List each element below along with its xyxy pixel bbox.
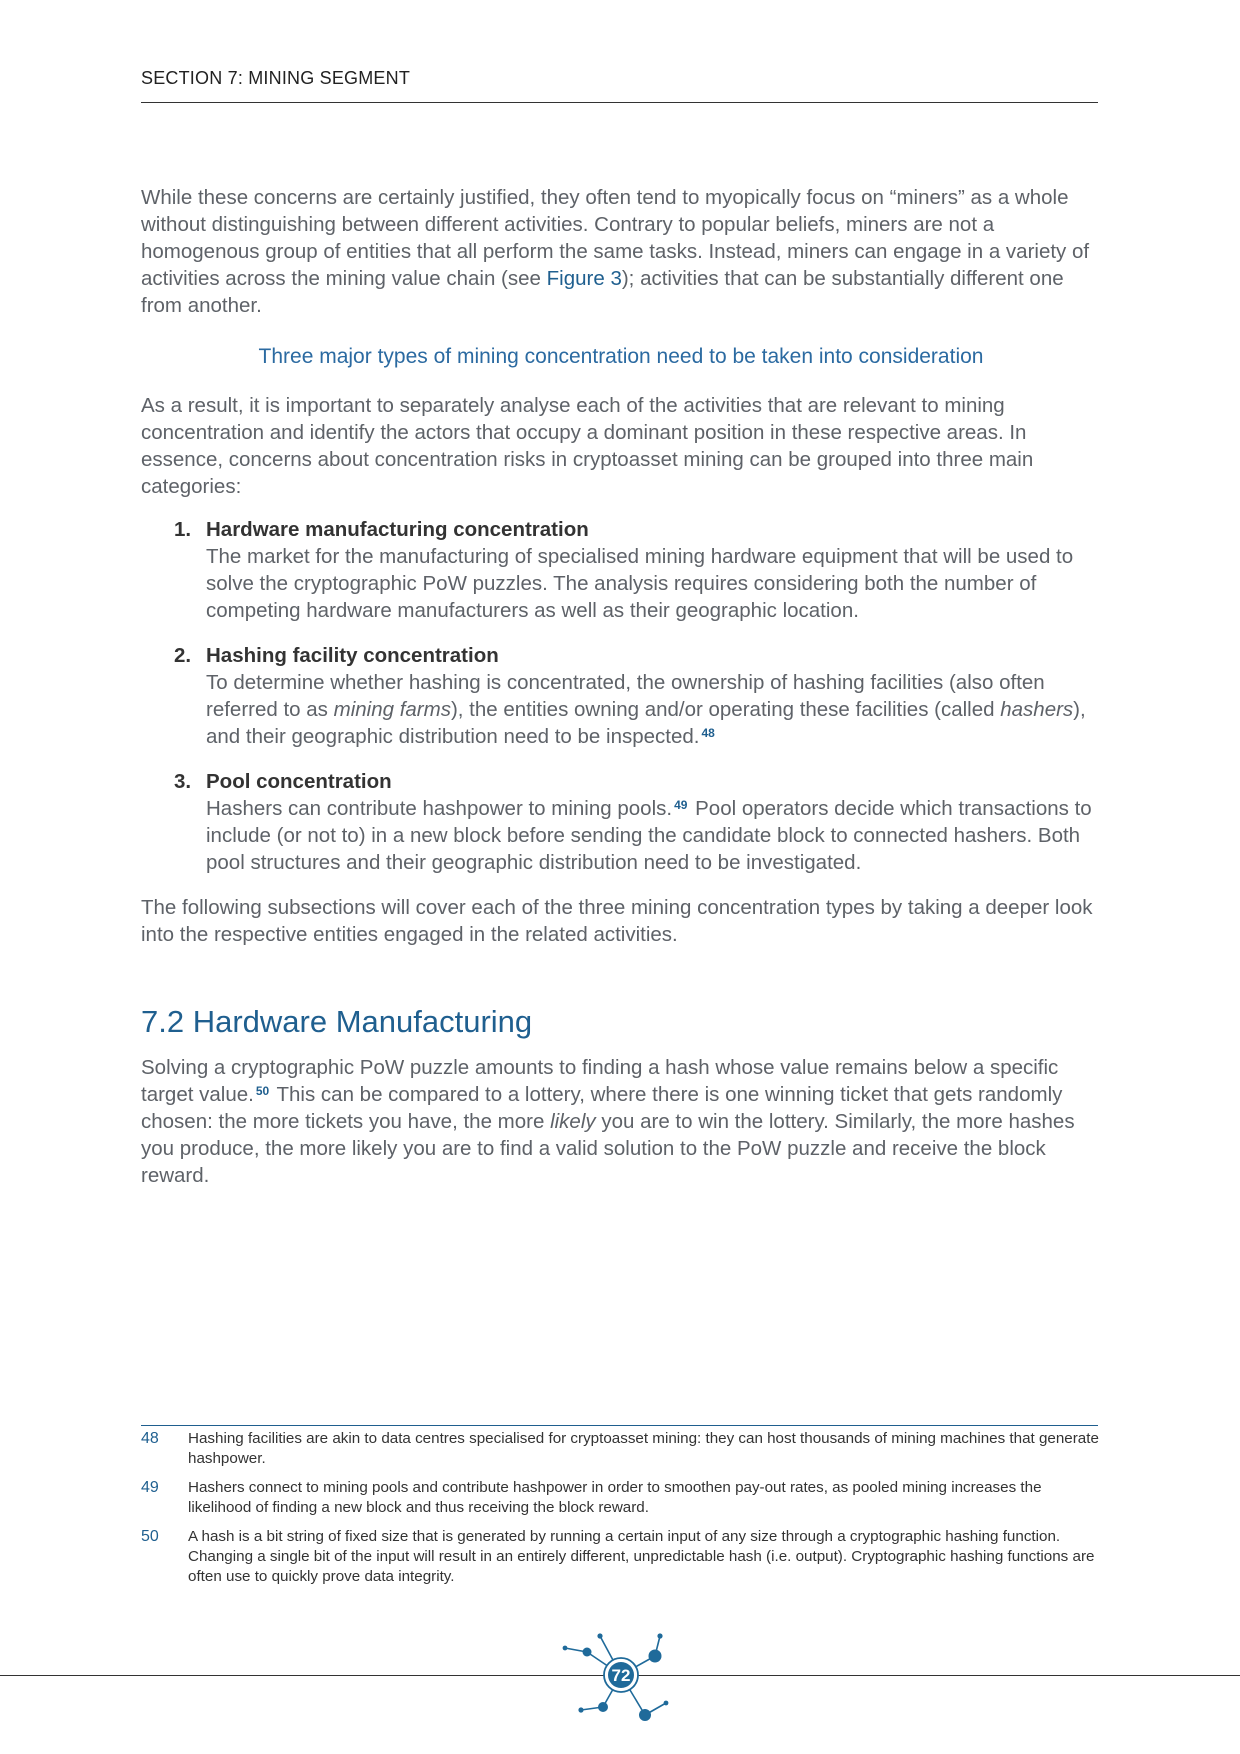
figure-3-link[interactable]: Figure 3 [546,267,622,290]
footnote-divider [141,1425,1098,1426]
text-segment: Hashers can contribute hashpower to mining pools. [206,797,673,820]
footnote-ref-48[interactable]: 48 [701,726,715,740]
intro-text-b: ); activities that can be substantially different one from another. [141,267,1064,317]
footnote-number: 49 [141,1479,159,1496]
hardware-paragraph [141,1054,1101,1189]
list-item-text: The market for the manufacturing of specialised mining hardware equipment that will be used to solve the cryptographic PoW puzzles. The analysis requires considering both the number of competing hardware manufacturers as well as their geographic location. [206,545,1074,622]
text-segment: ), and their geographic distribution need to be inspected. [206,698,1086,748]
footnote-text: A hash is a bit string of fixed size that is generated by running a certain input of any size through a cryptographic hashing function. Changing a single bit of the input will result in an entirely different, unpredictable hash (i.e. output). Cryptographic hashing functions are often use to quickly prove data integrity. [188,1528,1095,1585]
footnote [141,1527,1101,1587]
concentration-categories-list [141,516,1101,876]
list-item-title: Hardware manufacturing concentration [206,518,589,541]
term-hashers: hashers [1000,698,1074,721]
list-item [174,516,1101,624]
main-content [141,184,1101,1189]
intro-text-a: While these concerns are certainly justified, they often tend to myopically focus on “miners” as a whole without distinguishing between different activities. Contrary to popular beliefs, miners are not a homogenous group of entities that all perform the same tasks. Instead, miners can engage in a variety of activities across the mining value chain (see [141,186,1090,290]
categories-intro-paragraph: As a result, it is important to separately analyse each of the activities that are relevant to mining concentration and identify the actors that occupy a dominant position in these respective areas. In essence, concerns about concentration risks in cryptoasset mining can be grouped into three main categories: [141,394,1034,498]
list-item-title: Pool concentration [206,770,392,793]
text-segment: This can be compared to a lottery, where there is one winning ticket that gets randomly chosen: the more tickets you have, the more [141,1083,1063,1133]
text-segment: Pool operators decide which transactions to include (or not to) in a new block before sending the candidate block to connected hashers. Both pool structures and their geographic distribution need to be investigated. [206,797,1092,874]
section-heading: 7.2 Hardware Manufacturing [141,1004,533,1039]
list-number: 3. [174,770,192,793]
page-number: 72 [611,1666,631,1685]
footnote-text: Hashing facilities are akin to data centres specialised for cryptoasset mining: they can host thousands of mining machines that generate hashpower. [188,1430,1099,1467]
footnote-ref-49[interactable]: 49 [674,798,688,812]
list-item-text [206,669,1101,750]
footnote-number: 48 [141,1430,159,1447]
text-segment: you are to win the lottery. Similarly, the more hashes you produce, the more likely you are to find a valid solution to the PoW puzzle and receive the block reward. [141,1110,1075,1187]
list-item [174,768,1101,876]
footnote-text: Hashers connect to mining pools and contribute hashpower in order to smoothen pay-out rates, as pooled mining increases the likelihood of finding a new block and thus receiving the block reward. [188,1479,1042,1516]
page-header [141,66,1098,103]
list-number: 1. [174,518,192,541]
text-segment: To determine whether hashing is concentrated, the ownership of hashing facilities (also often referred to as [206,671,1045,721]
list-number: 2. [174,644,192,667]
footnote-number: 50 [141,1528,159,1545]
text-segment: Solving a cryptographic PoW puzzle amounts to finding a hash whose value remains below a specific target value. [141,1056,1059,1106]
subsections-paragraph: The following subsections will cover each of the three mining concentration types by taking a deeper look into the respective entities engaged in the related activities. [141,896,1093,946]
term-mining-farms: mining farms [333,698,451,721]
footnote [141,1478,1101,1518]
footnote [141,1429,1101,1469]
list-item-text [206,795,1101,876]
list-item [174,642,1101,750]
list-item-title: Hashing facility concentration [206,644,499,667]
footnotes [141,1429,1101,1596]
text-segment: ), the entities owning and/or operating these facilities (called [450,698,1001,721]
footnote-ref-50[interactable]: 50 [255,1084,270,1098]
section-title: SECTION 7: MINING SEGMENT [141,68,411,88]
term-likely: likely [550,1110,596,1133]
intro-paragraph [141,184,1101,319]
callout-heading: Three major types of mining concentration need to be taken into consideration [258,345,984,368]
